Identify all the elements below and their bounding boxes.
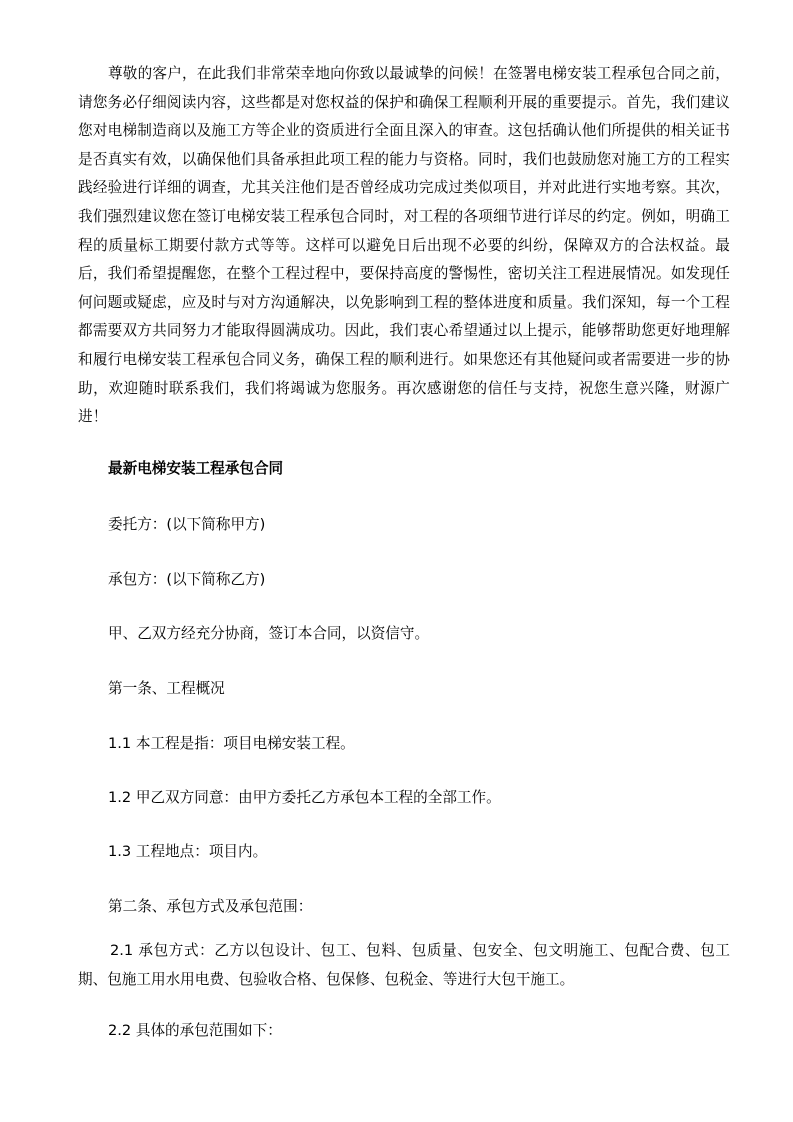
intro-paragraph: 尊敬的客户，在此我们非常荣幸地向你致以最诚挚的问候！在签署电梯安装工程承包合同之前，请您务必仔细阅读内容，这些都是对您权益的保护和确保工程顺利开展的重要提示。首先，我们建议您对电梯制造商以及施工方等企业的资质进行全面且深入的审查。这包括确认他们所提供的相关证书是否真实有效，以确保他们具备承担此项工程的能力与资格。同时，我们也鼓励您对施工方的工程实践经验进行详细的调查，尤其关注他们是否曾经成功完成过类似项目，并对此进行实地考察。其次，我们强烈建议您在签订电梯安装工程承包合同时，对工程的各项细节进行详尽的约定。例如，明确工程的质量标工期要付款方式等等。这样可以避免日后出现不必要的纠纷，保障双方的合法权益。最后，我们希望提醒您，在整个工程过程中，要保持高度的警惕性，密切关注工程进展情况。如发现任何问题或疑虑，应及时与对方沟通解决，以免影响到工程的整体进度和质量。我们深知，每一个工程都需要双方共同努力才能取得圆满成功。因此，我们衷心希望通过以上提示，能够帮助您更好地理解和履行电梯安装工程承包合同义务，确保工程的顺利进行。如果您还有其他疑问或者需要进一步的协助，欢迎随时联系我们，我们将竭诚为您服务。再次感谢您的信任与支持，祝您生意兴隆，财源广进！	[78, 65, 730, 426]
article1-item1: 1.1 本工程是指：项目电梯安装工程。	[108, 735, 355, 752]
agreement-line: 甲、乙双方经充分协商，签订本合同，以资信守。	[108, 625, 430, 642]
contract-title: 最新电梯安装工程承包合同	[108, 460, 284, 477]
article1-item3: 1.3 工程地点：项目内。	[108, 843, 268, 860]
party-b-line: 承包方：(以下简称乙方)	[108, 571, 266, 588]
article1-item2: 1.2 甲乙双方同意：由甲方委托乙方承包本工程的全部工作。	[108, 789, 501, 806]
article2-title: 第二条、承包方式及承包范围：	[108, 898, 313, 915]
article2-item2: 2.2 具体的承包范围如下：	[108, 1022, 282, 1039]
article1-title: 第一条、工程概况	[108, 680, 225, 697]
party-a-line: 委托方：(以下简称甲方)	[108, 516, 266, 533]
article2-item1: 2.1 承包方式：乙方以包设计、包工、包料、包质量、包安全、包文明施工、包配合费、包工期、包施工用水用电费、包验收合格、包保修、包税金、等进行大包干施工。	[78, 942, 730, 988]
